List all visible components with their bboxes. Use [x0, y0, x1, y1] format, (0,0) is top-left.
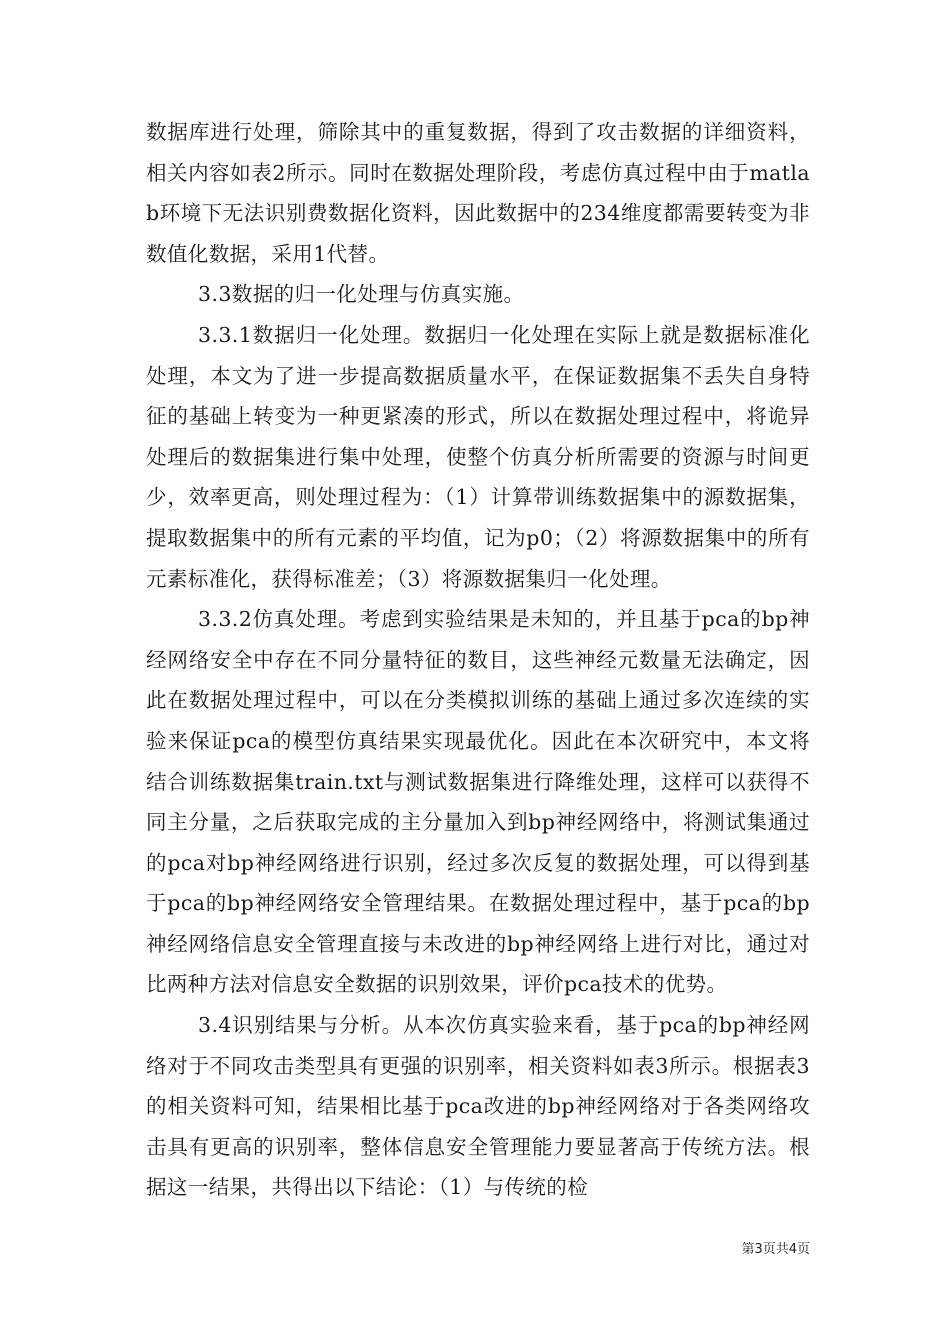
section-heading-3-3: 3.3数据的归一化处理与仿真实施。 — [198, 282, 525, 307]
paragraph-continuation: 数据库进行处理，筛除其中的重复数据，得到了攻击数据的详细资料，相关内容如表2所示。同时在数据处理阶段，考虑仿真过程中由于matlab环境下无法识别费数据化资料，因此数据中的234维度都需要转变为非数值化数据，采用1代替。 — [146, 120, 810, 266]
paragraph-3-3-2: 3.3.2仿真处理。考虑到实验结果是未知的，并且基于pca的bp神经网络安全中存在不同分量特征的数目，这些神经元数量无法确定，因此在数据处理过程中，可以在分类模拟训练的基础上通过多次连续的实验来保证pca的模型仿真结果实现最优化。因此在本次研究中，本文将结合训练数据集train.txt与测试数据集进行降维处理，这样可以获得不同主分量，之后获取完成的主分量加入到bp神经网络中，将测试集通过的pca对bp神经网络进行识别，经过多次反复的数据处理，可以得到基于pca的bp神经网络安全管理结果。在数据处理过程中，基于pca的bp神经网络信息安全管理直接与未改进的bp神经网络上进行对比，通过对比两种方法对信息安全数据的识别效果，评价pca技术的优势。 — [146, 607, 810, 997]
paragraph-3-4: 3.4识别结果与分析。从本次仿真实验来看，基于pca的bp神经网络对于不同攻击类型具有更强的识别率，相关资料如表3所示。根据表3的相关资料可知，结果相比基于pca改进的bp神经网络对于各类网络攻击具有更高的识别率，整体信息安全管理能力要显著高于传统方法。根据这一结果，共得出以下结论：（1）与传统的检 — [146, 1013, 810, 1200]
document-body — [146, 112, 810, 1208]
page-number-footer: 第3页共4页 — [741, 1242, 810, 1257]
paragraph-3-3-1: 3.3.1数据归一化处理。数据归一化处理在实际上就是数据标准化处理，本文为了进一步提高数据质量水平，在保证数据集不丢失自身特征的基础上转变为一种更紧凑的形式，所以在数据处理过程中，将诡异处理后的数据集进行集中处理，使整个仿真分析所需要的资源与时间更少，效率更高，则处理过程为：（1）计算带训练数据集中的源数据集，提取数据集中的所有元素的平均值，记为p0；（2）将源数据集中的所有元素标准化，获得标准差；（3）将源数据集归一化处理。 — [146, 322, 810, 591]
